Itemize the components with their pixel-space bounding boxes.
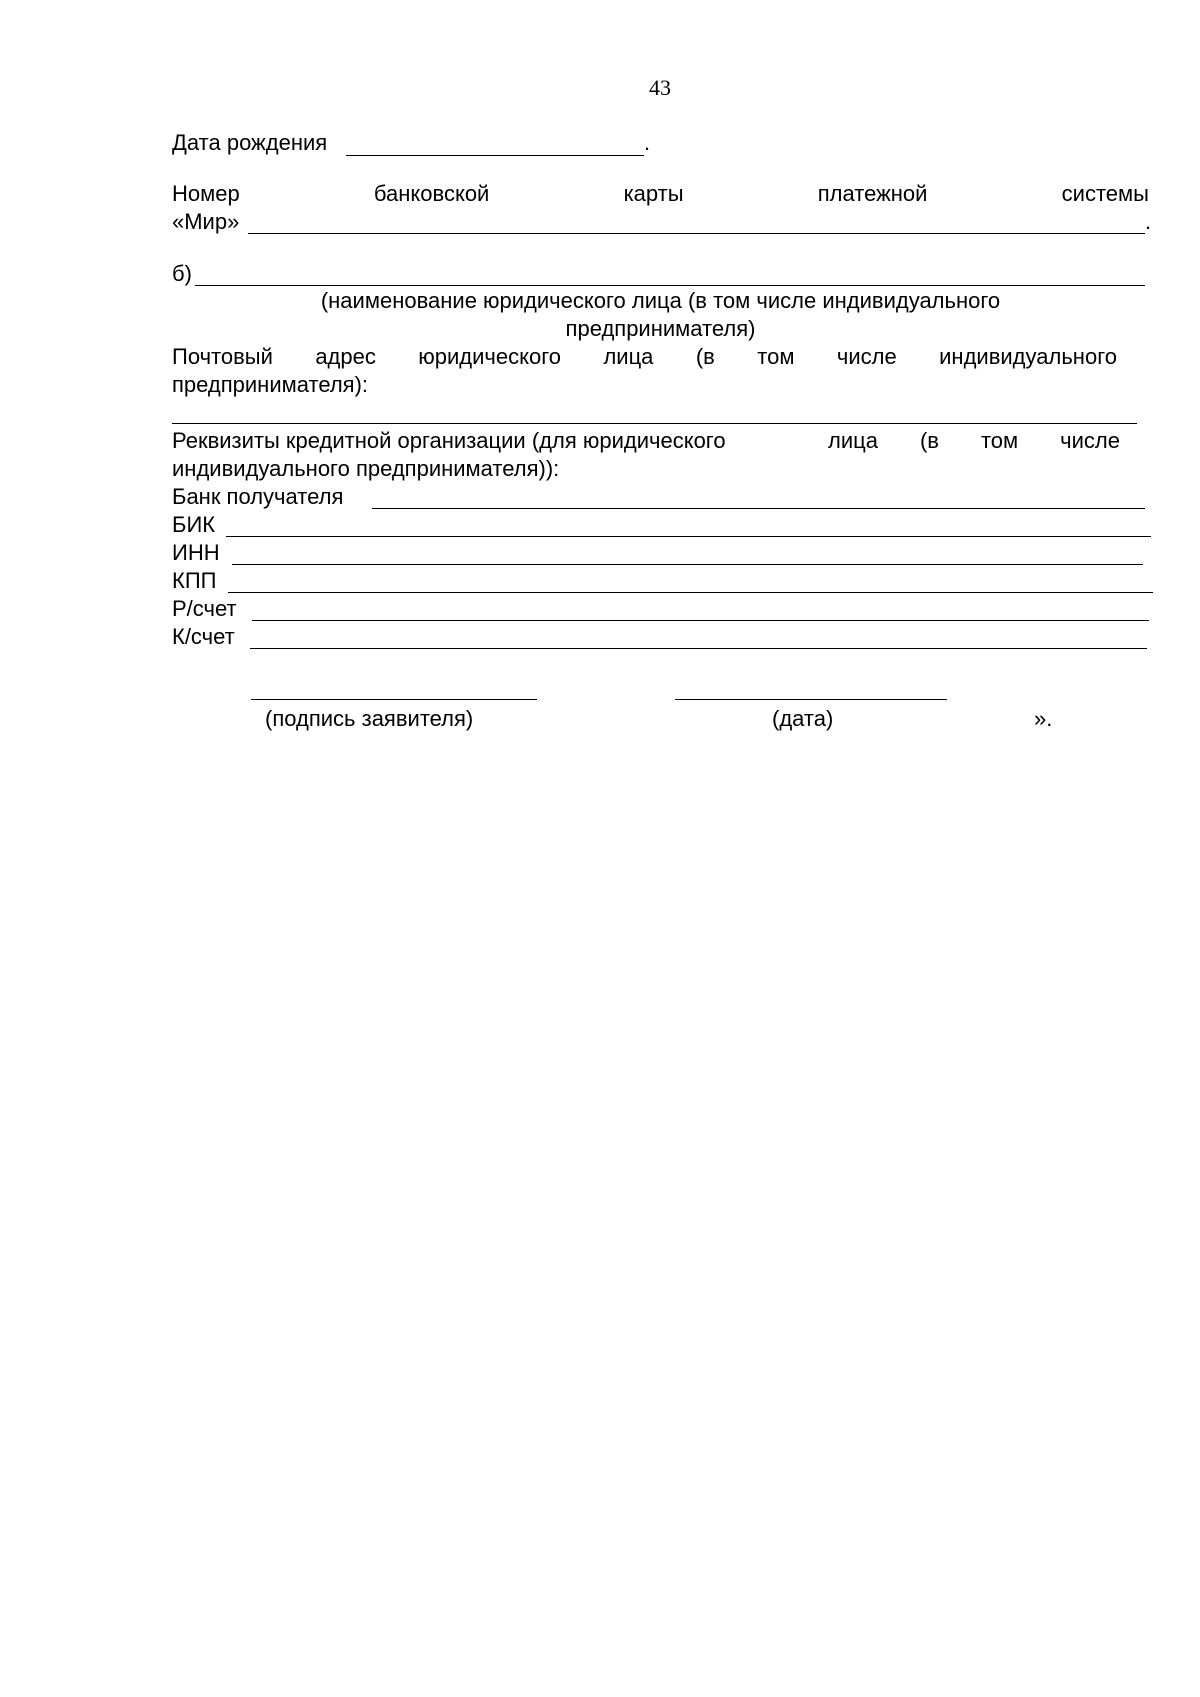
card-word: карты	[623, 181, 684, 206]
requisites-word: (в	[919, 428, 939, 453]
requisites-label-2: индивидуального предпринимателя)):	[172, 456, 560, 481]
date-caption: (дата)	[772, 706, 834, 731]
entity-caption-2: предпринимателя)	[565, 316, 756, 341]
bik-label: БИК	[172, 512, 216, 537]
entity-prefix: б)	[172, 261, 192, 286]
rs-label: Р/счет	[172, 596, 237, 621]
card-word: платежной	[817, 181, 928, 206]
bik-field[interactable]	[226, 536, 1151, 537]
birth-date-field[interactable]	[346, 155, 644, 156]
birth-date-label: Дата рождения	[172, 130, 328, 155]
requisites-word: том	[980, 428, 1019, 453]
inn-label: ИНН	[172, 540, 220, 565]
card-end: .	[1145, 209, 1152, 234]
postal-word: (в	[695, 344, 715, 369]
kpp-label: КПП	[172, 568, 217, 593]
card-word: системы	[1061, 181, 1149, 206]
requisites-word: лица	[828, 428, 878, 453]
postal-word: числе	[836, 344, 897, 369]
bank-label: Банк получателя	[172, 484, 344, 509]
kpp-field[interactable]	[228, 592, 1153, 593]
postal-word: адрес	[315, 344, 376, 369]
entity-caption-1: (наименование юридического лица (в том числе индивидуального	[320, 288, 1001, 313]
bank-field[interactable]	[372, 508, 1145, 509]
card-label-line	[172, 181, 1149, 207]
rs-field[interactable]	[252, 620, 1149, 621]
entity-name-field[interactable]	[195, 285, 1145, 286]
card-word: банковской	[373, 181, 490, 206]
postal-word: лица	[603, 344, 654, 369]
postal-address-field[interactable]	[172, 423, 1137, 424]
date-field[interactable]	[675, 699, 947, 700]
page-number: 43	[649, 75, 671, 100]
requisites-word: числе	[1060, 428, 1120, 453]
card-number-field[interactable]	[248, 233, 1145, 234]
postal-word: юридического	[418, 344, 562, 369]
inn-field[interactable]	[232, 564, 1143, 565]
card-word: Номер	[172, 181, 240, 206]
postal-label-line	[172, 344, 1117, 370]
postal-label-2: предпринимателя):	[172, 372, 369, 397]
birth-date-end: .	[644, 130, 651, 155]
postal-word: индивидуального	[939, 344, 1117, 369]
closing-quote: ».	[1034, 706, 1053, 731]
card-label-mir: «Мир»	[172, 209, 240, 234]
postal-word: Почтовый	[172, 344, 273, 369]
postal-word: том	[757, 344, 795, 369]
signature-field[interactable]	[251, 699, 537, 700]
requisites-label-1b	[828, 428, 1120, 454]
signature-caption: (подпись заявителя)	[265, 706, 474, 731]
ks-label: К/счет	[172, 624, 235, 649]
requisites-label-1a: Реквизиты кредитной организации (для юридического	[172, 428, 726, 453]
ks-field[interactable]	[250, 648, 1147, 649]
